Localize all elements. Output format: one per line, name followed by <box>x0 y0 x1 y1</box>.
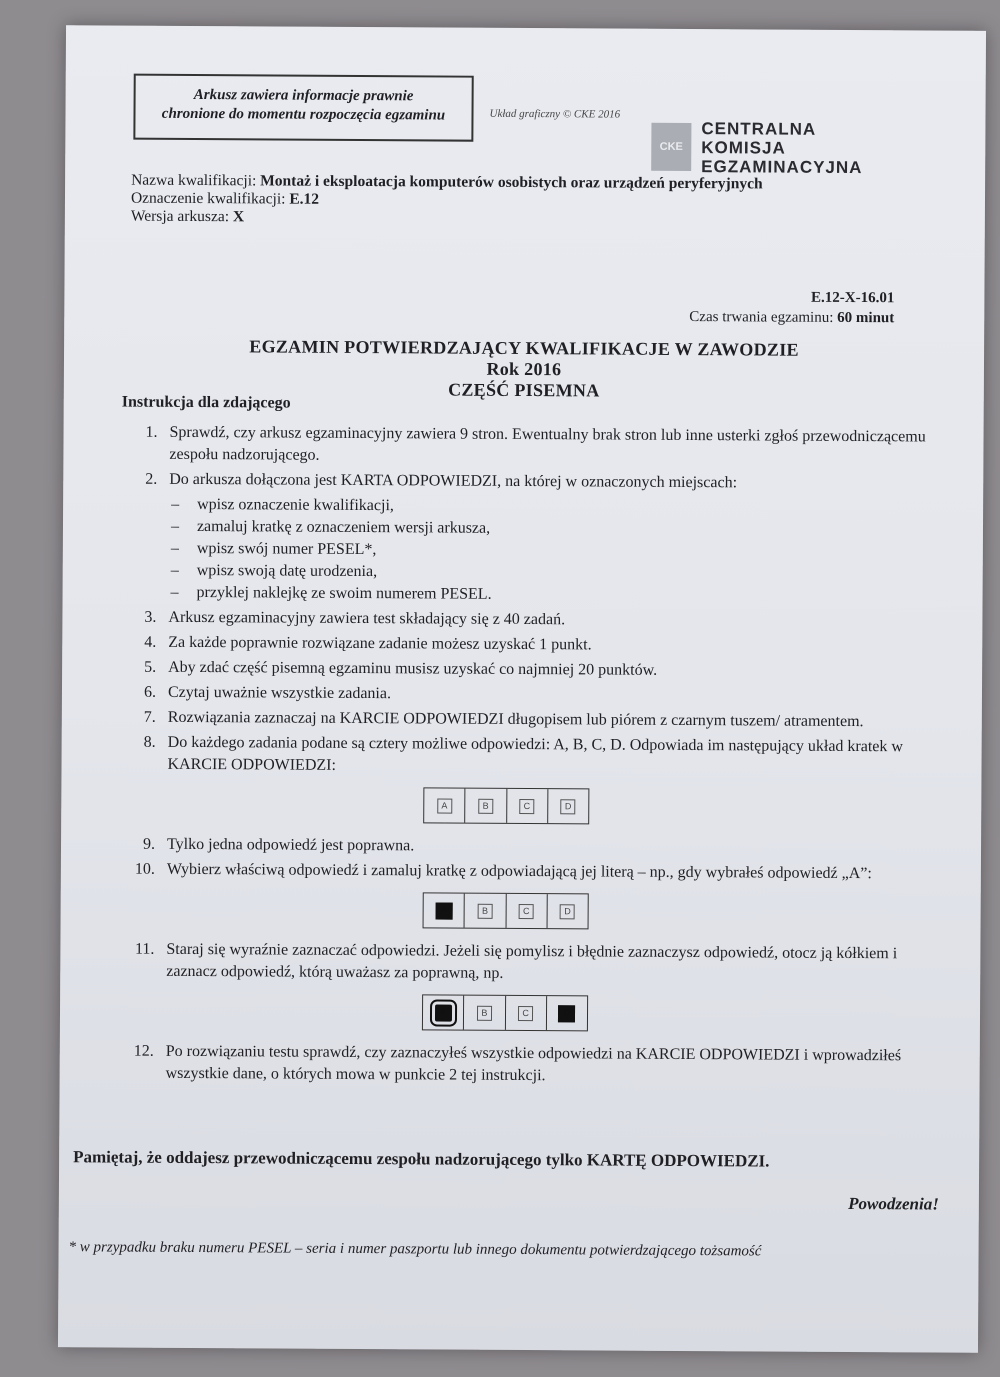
item-number: 6. <box>143 683 157 701</box>
answer-cell-c <box>505 996 546 1030</box>
item-number: 4. <box>144 633 157 651</box>
sub-item-text: wpisz swoją datę urodzenia, <box>196 562 378 581</box>
dash: – <box>170 517 180 535</box>
answer-box-b: B <box>478 798 493 813</box>
qualification-code-label: Oznaczenie kwalifikacji: <box>130 189 286 208</box>
answer-box-c: C <box>519 798 534 813</box>
item-text: Wybierz właściwą odpowiedź i zamaluj kratkę z odpowiadającą jej literą – np., gdy wybrałeś odpowiedź „A”: <box>166 860 872 883</box>
answer-box-d: D <box>561 799 576 814</box>
item-number: 10. <box>134 860 155 878</box>
dash: – <box>170 583 179 601</box>
answer-box-d-filled: D <box>558 1005 575 1022</box>
item-number: 7. <box>143 708 156 726</box>
answer-cell-d <box>548 789 588 823</box>
item-text: Arkusz egzaminacyjny zawiera test składający się z 40 zadań. <box>168 608 566 629</box>
layout-copyright: Układ graficzny © CKE 2016 <box>489 107 621 121</box>
duration-value: 60 minut <box>837 309 895 327</box>
org-line1: CENTRALNA <box>701 119 817 139</box>
exam-title-line1: EGZAMIN POTWIERDZAJĄCY KWALIFIKACJE W ZAWODZIE <box>249 336 799 360</box>
item-text: Tylko jedna odpowiedź jest poprawna. <box>166 835 415 855</box>
sheet-version-row <box>131 208 763 230</box>
answer-boxes-example <box>423 787 589 824</box>
organization-name <box>701 119 863 177</box>
list-item <box>114 657 934 684</box>
duration-label: Czas trwania egzaminu: <box>689 309 834 326</box>
sub-item-text: zamaluj kratkę z oznaczeniem wersji arkusza, <box>196 518 491 537</box>
list-item <box>114 607 934 634</box>
pesel-footnote: * w przypadku braku numeru PESEL – seria i numer paszportu lub innego dokumentu potwierdzającego tożsamość <box>68 1239 762 1260</box>
answer-cell-b <box>464 996 505 1030</box>
answer-cell-a <box>424 893 465 927</box>
list-item <box>114 707 934 734</box>
sub-item-text: wpisz swój numer PESEL*, <box>196 540 377 559</box>
item-text: Za każde poprawnie rozwiązane zadanie możesz uzyskać 1 punkt. <box>168 633 592 654</box>
answer-box-b: B <box>477 1005 492 1020</box>
answer-box-a-filled: A <box>435 902 452 919</box>
answer-box-c: C <box>519 903 534 918</box>
answer-box-b: B <box>477 903 492 918</box>
list-item <box>115 422 935 471</box>
item-number: 2. <box>145 470 158 488</box>
sheet-code: E.12-X-16.01 <box>811 289 895 307</box>
item-number: 8. <box>143 733 156 751</box>
item-number: 9. <box>142 835 156 853</box>
answer-cell-d <box>547 996 587 1030</box>
exam-sheet <box>58 25 986 1353</box>
org-line3: EGZAMINACYJNA <box>701 157 863 178</box>
answer-cell-a <box>424 788 465 822</box>
item-text: Aby zdać część pisemną egzaminu musisz uzyskać co najmniej 20 punktów. <box>168 658 658 679</box>
qualification-code-value: E.12 <box>289 190 320 208</box>
item-number: 12. <box>133 1042 154 1060</box>
list-item <box>113 859 933 886</box>
sub-item-text: wpisz oznaczenie kwalifikacji, <box>197 496 394 515</box>
sheet-version-value: X <box>232 208 245 226</box>
instructions-list <box>112 422 936 1093</box>
list-item <box>113 834 933 861</box>
answer-cell-b <box>465 894 506 928</box>
list-item <box>112 1041 932 1090</box>
sheet-version-label: Wersja arkusza: <box>130 207 230 226</box>
exam-duration <box>689 309 894 327</box>
answer-box-a-circled: A <box>435 1004 452 1021</box>
sub-item-text: przyklej naklejkę ze swoim numerem PESEL. <box>196 584 492 603</box>
dash: – <box>170 561 179 579</box>
item-text: Do każdego zadania podane są cztery możliwe odpowiedzi: A, B, C, D. Odpowiada im następujący układ kratek w KARCIE ODPOWIEDZI: <box>167 733 904 774</box>
list-item <box>115 469 935 496</box>
sub-item <box>171 582 935 609</box>
reminder-note: Pamiętaj, że oddajesz przewodniczącemu zespołu nadzorującego tylko KARTĘ ODPOWIEDZI. <box>73 1147 770 1171</box>
item-text: Po rozwiązaniu testu sprawdź, czy zaznaczyłeś wszystkie odpowiedzi na KARCIE ODPOWIEDZI i wprowadziłeś wszystkie dane, o których mowa w punkcie 2 tej instrukcji. <box>165 1042 902 1085</box>
list-item <box>112 939 932 988</box>
answer-box-d: D <box>560 904 575 919</box>
answer-cell-d <box>547 894 587 928</box>
answer-cell-b <box>465 789 506 823</box>
cke-logo-icon <box>651 123 691 171</box>
instructions-heading: Instrukcja dla zdającego <box>121 393 291 412</box>
list-item <box>114 682 934 709</box>
answer-cell-c <box>506 894 547 928</box>
answer-box-a: A <box>437 798 452 813</box>
exam-title-line3: CZĘŚĆ PISEMNA <box>448 379 600 401</box>
answer-cell-c <box>507 789 548 823</box>
item-text: Staraj się wyraźnie zaznaczać odpowiedzi. Jeżeli się pomylisz i błędnie zaznaczysz odpowiedź, otocz ją kółkiem i zaznacz odpowiedź, którą uważasz za poprawną, np. <box>166 940 898 982</box>
protection-notice-line2: chronione do momentu rozpoczęcia egzaminu <box>161 105 446 124</box>
dash: – <box>171 495 180 513</box>
answer-box-c: C <box>518 1005 533 1020</box>
item-text: Rozwiązania zaznaczaj na KARCIE ODPOWIEDZI długopisem lub piórem z czarnym tuszem/ atramentem. <box>167 708 864 731</box>
item-number: 3. <box>144 608 157 626</box>
good-luck-text: Powodzenia! <box>848 1194 939 1214</box>
item-number: 11. <box>134 940 155 958</box>
item-text: Do arkusza dołączona jest KARTA ODPOWIEDZI, na której w oznaczonych miejscach: <box>169 470 738 492</box>
item-number: 1. <box>145 423 158 441</box>
list-item <box>114 632 934 659</box>
protection-notice-line1: Arkusz zawiera informacje prawnie <box>193 86 414 105</box>
answer-cell-a <box>423 995 464 1029</box>
protection-notice-box <box>133 74 473 142</box>
item-text: Czytaj uważnie wszystkie zadania. <box>167 683 392 703</box>
answer-boxes-correction-example <box>422 994 588 1031</box>
item-number: 5. <box>144 658 157 676</box>
exam-title-line2: Rok 2016 <box>486 358 562 380</box>
qualification-info <box>131 172 763 230</box>
qualification-name-label: Nazwa kwalifikacji: <box>131 171 257 190</box>
cke-logo-mark: CKE <box>659 140 683 153</box>
list-item <box>113 732 933 781</box>
org-line2: KOMISJA <box>701 138 786 158</box>
item-text: Sprawdź, czy arkusz egzaminacyjny zawiera 9 stron. Ewentualny brak stron lub inne usterki zgłoś przewodniczącemu zespołu nadzorującego. <box>169 423 926 464</box>
qualification-name-value: Montaż i eksploatacja komputerów osobistych oraz urządzeń peryferyjnych <box>260 172 763 193</box>
answer-boxes-filled-example <box>423 892 589 929</box>
dash: – <box>170 539 179 557</box>
